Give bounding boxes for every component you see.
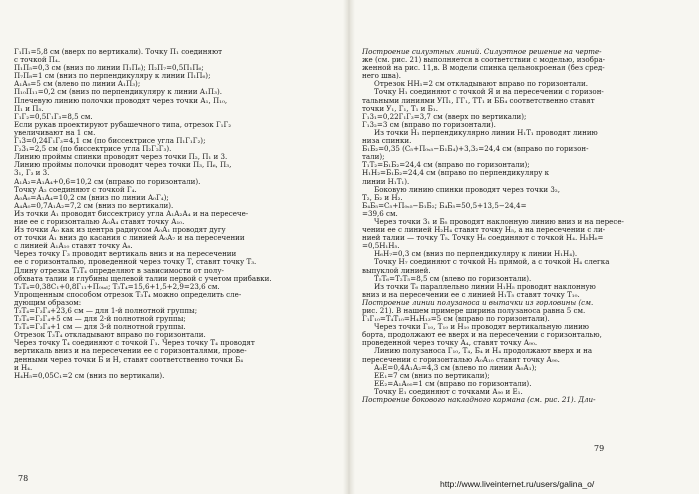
text-line: ее с горизонталью, проведенной через точку Т, ставят точку Т₃. xyxy=(14,258,257,267)
text-line: тали); xyxy=(362,153,385,162)
text-line: Через точки 3₁ и Б₅ проводят наклонную линию вниз и на пересе- xyxy=(374,217,624,226)
text-line: Г₁3₂=3 см (вправо по горизонтали). xyxy=(362,120,496,129)
text-line: А₄А₀=0,7А₁А₂=7,2 см (вниз по вертикали). xyxy=(14,201,174,210)
text-line: точки У₁, Г₁, Т₁ и Б₁. xyxy=(362,104,438,113)
text-line: него шва). xyxy=(362,72,402,81)
text-line: вниз и на пересечении ее с линией Н₁Т₅ ставят точку Т₁₀. xyxy=(362,290,580,299)
text-line: ЕЕ₂=А₁А₀₀=1 см (вправо по горизонтали). xyxy=(374,379,532,388)
right-page-number: 79 xyxy=(594,444,605,453)
text-line: А₁А₂=А₁А₄+0,6=10,2 см (вправо по горизонтали). xyxy=(14,177,201,186)
left-page-number: 78 xyxy=(18,474,29,483)
text-line: Г₁П₁=5,8 см (вверх по вертикали). Точку П₁ соединяют xyxy=(14,48,223,56)
text-line: Из точки Н₁ перпендикулярно линии Н₁Т₁ проводят линию xyxy=(374,128,598,137)
text-line: =0,5Н₁Н₅. xyxy=(362,242,400,251)
text-line: Линию проймы полочки проводят через точки П₃, П₆, П₃, xyxy=(14,161,232,170)
text-line: борта, продолжают ее вверх и на пересечении с горизонталью, xyxy=(362,331,602,340)
left-page xyxy=(14,48,340,468)
text-line: Через точку Т₄ соединяют с точкой Г₁. Через точку Т₄ проводят xyxy=(14,339,255,348)
text-line: Длину отрезка Т₃Т₄ определяют в зависимости от полу- xyxy=(14,266,224,275)
text-line: П₁П₅=0,3 см (вниз по линии П₁П₆); П₂П₇=0,5П₁П₆; xyxy=(14,64,204,73)
text-line: Построение силуэтных линий. Силуэтное решение на черте- xyxy=(362,48,602,56)
text-line: выпуклой линией. xyxy=(362,266,431,275)
text-line: Н₁Н₂=Б₁Б₂=24,4 см (вправо по перпендикуляру к xyxy=(362,169,550,178)
text-line: денными через точки Б и Н, ставят соответственно точки Б₄ xyxy=(14,355,244,364)
text-line: обхвата талии и глубины щелевой талии первой с учетом прибавки. xyxy=(14,274,272,283)
text-line: Если рукав проектируют рубашечного типа, отрезок Г₁Г₂ xyxy=(14,120,232,129)
text-line: Т₁Т₂=Б₁Б₂=24,4 см (вправо по горизонтали); xyxy=(362,161,530,170)
text-line: дующим образом: xyxy=(14,298,82,307)
text-line: А₁А₉=5 см (влево по линии А₁П₃); xyxy=(14,80,141,89)
text-line: П₁ и П₅. xyxy=(14,104,44,113)
text-line: А₀А₀=А₁А₄=10,2 см (вниз по линии А₀Г₄); xyxy=(14,193,169,202)
text-line: низа спинки. xyxy=(362,137,412,146)
text-line: ние ее с горизонталью А₀А₄ ставят точку А₁₀. xyxy=(14,217,185,226)
text-line: Т₃Т₄=Г₃Г₄+1 см — для 3-й полнотной группы. xyxy=(14,323,186,332)
text-line: Б₁Б₂=0,35 (С₅+П₀ₛ₅−Б₁Б₄)+3,3₂=24,4 см (вправо по горизон- xyxy=(362,145,589,154)
text-line: А₀Е=0,4А₁А₂=4,3 см (влево по линии А₀А₁); xyxy=(374,363,537,372)
book-gutter xyxy=(343,0,355,494)
text-line: Из точки Т₆ параллельно линии Н₁Н₅ проводят наклонную xyxy=(374,282,596,291)
text-line: вертикаль вниз и на пересечении ее с горизонталями, прове- xyxy=(14,347,247,356)
text-line: Г₂3₁=2,5 см (по биссектрисе угла П₂Г₂Г₃). xyxy=(14,145,172,154)
text-line: с линией А₁А₁₀ ставят точку А₈. xyxy=(14,242,133,251)
text-line: П₁₀П₁₁=0,2 см (вниз по перпендикуляру к линии А₁П₃). xyxy=(14,88,222,97)
right-page xyxy=(362,48,688,468)
text-line: Отрезок Т₃Т₄ откладывают вправо по горизонтали. xyxy=(14,331,206,340)
text-line: линии Н₁Т₁). xyxy=(362,177,410,186)
text-line: нией талии — точку Т₅. Точку Н₆ соединяют с точкой Н₄. Н₅Н₆= xyxy=(362,234,604,243)
text-line: Т₃Т₄=Г₃Г₄+5 см — для 2-й полнотной группы; xyxy=(14,315,186,324)
text-line: Линию проймы спинки проводят через точки П₂, П₁ и 3. xyxy=(14,153,228,162)
text-line: Н₆Н₇=0,3 см (вниз по перпендикуляру к линии Н₁Н₄). xyxy=(374,250,578,259)
text-line: Т₅Т₆=Т₂Т₅=8,5 см (влево по горизонтали). xyxy=(374,274,532,283)
text-line: Т₃Т₄=0,38С₁+0,8Г₁₁+П₀ₜₐₗ; Т₃Т₄=15,6+1,5+2,9=23,6 см. xyxy=(14,282,220,291)
text-line: чении ее с линией Н₂Н₄ ставят точку Н₅, а на пересечении с ли- xyxy=(362,226,606,235)
text-line: проведенной через точку А₄, ставят точку А₉₀. xyxy=(362,339,538,348)
text-line: Т₂, Б₂ и Н₂. xyxy=(362,193,403,202)
text-line: Точку Н₁ соединяют с точкой Я и на пересечении с горизон- xyxy=(374,88,604,97)
text-line: Упрощенным способом отрезок Т₃Т₄ можно определить сле- xyxy=(14,290,242,299)
text-line: и Н₄. xyxy=(14,363,33,372)
text-line: ЕЕ₁=7 см (вниз по вертикали); xyxy=(374,371,490,380)
text-line: Т₃Т₄=Г₃Г₄+23,6 см — для 1-й полнотной группы; xyxy=(14,307,198,315)
text-line: П₇П₈=1 см (вниз по перпендикуляру к линии П₁П₆); xyxy=(14,72,211,81)
text-line: Г₁3₁=0,22Г₁Г₃=3,7 см (вверх по вертикали); xyxy=(362,112,527,121)
text-line: Плечевую линию полочки проводят через точки А₁, П₁₀, xyxy=(14,96,228,105)
text-line: Г₁Г₂=0,5Г₁Г₃=8,5 см. xyxy=(14,112,93,121)
text-line: 3₁, Г₃ и 3. xyxy=(14,169,50,178)
text-line: Через точки Г₁₀, Т₁₀ и Н₁₀ проводят вертикальную линию xyxy=(374,323,589,332)
text-line: рис. 21). В нашем примере ширина полузаноса равна 5 см. xyxy=(362,307,586,315)
text-line: тальными линиями УП₁, ГГ₁, ТТ₁ и ББ₄ соответственно ставят xyxy=(362,96,595,105)
text-line: =39,6 см. xyxy=(362,209,398,218)
text-line: Отрезок НН₁=2 см откладывают вправо по горизонтали. xyxy=(374,80,588,89)
text-line: Точку А₂ соединяют с точкой Г₄. xyxy=(14,185,137,194)
text-line: Г₁Г₁₀=Т₄Т₁₀=Н₄Н₁₃=5 см (вправо по горизонтали). xyxy=(362,315,550,324)
text-line: Построение линии полузаноса и вытачки из горловины (см. xyxy=(362,298,594,307)
text-line: Б₄Б₅=С₅+П₀ₛ₅−Б₁Б₂; Б₄Б₅=50,5+13,5−24,4= xyxy=(362,201,527,210)
text-line: от точки А₁ вниз до касания с линией А₀А₇ и на пересечении xyxy=(14,234,245,243)
text-line: Из точки А₀ как из центра радиусом А₀А₁ проводят дугу xyxy=(14,226,226,235)
text-line: Точку Е₁ соединяют с точками А₉₀ и Е₁. xyxy=(374,387,523,396)
text-line: Построение бокового накладного кармана (см. рис. 21). Дли- xyxy=(362,396,596,405)
watermark-url: http://www.liveinternet.ru/users/galina_o/ xyxy=(440,479,595,489)
text-line: с точкой П₄. xyxy=(14,56,61,65)
text-line: увеличивают на 1 см. xyxy=(14,128,96,137)
text-line: пересечении с горизонталью А₀А₁₀ ставят точку А₉₀. xyxy=(362,355,560,364)
text-line: Линию полузаноса Г₁₀, Т₄, Б₄ и Н₄ продолжают вверх и на xyxy=(374,347,593,356)
text-line: Боковую линию спинки проводят через точки 3₂, xyxy=(374,185,560,194)
text-line: женной на рис. 11,в. В модели спинка цельнокроеная (без сред- xyxy=(362,64,605,73)
text-line: Из точки А₁ проводят биссектрису угла А₁А₂А₄ и на пересече- xyxy=(14,209,249,218)
text-line: Г₁3=0,24Г₁Г₃=4,1 см (по биссектрисе угла П₁Г₁Г₂); xyxy=(14,137,206,146)
text-line: Точку Н₇ соединяют с точкой Н₂ прямой, а с точкой Н₄ слегка xyxy=(374,258,610,267)
text-line: Через точку Г₃ проводят вертикаль вниз и на пересечении xyxy=(14,250,237,259)
text-line: Н₄Н₅=0,05С₁=2 см (вниз по вертикали). xyxy=(14,371,165,380)
text-line: же (см. рис. 21) выполняется в соответствии с моделью, изобра- xyxy=(362,56,606,65)
